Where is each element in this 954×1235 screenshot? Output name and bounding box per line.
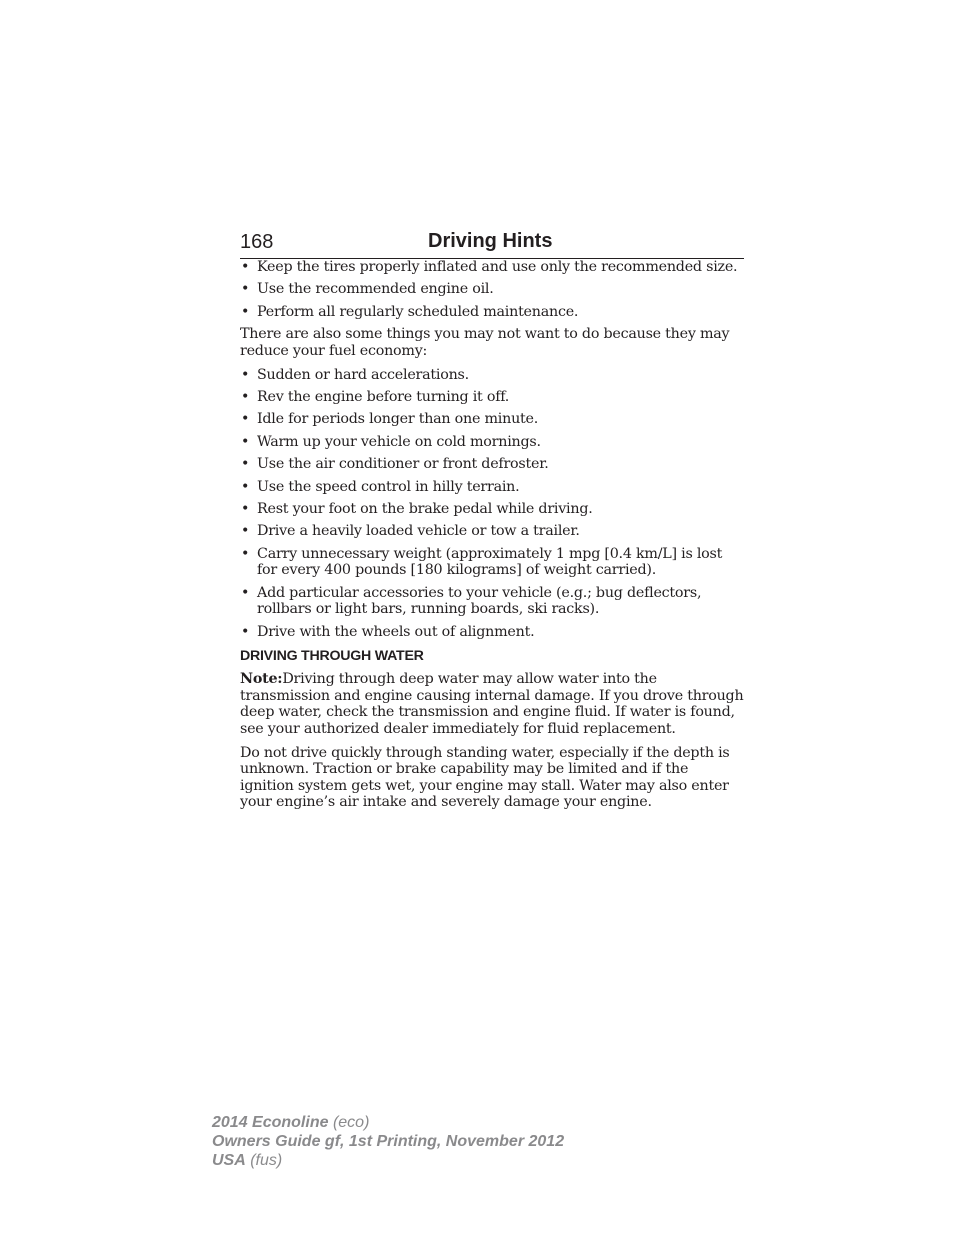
list-item — [240, 624, 744, 641]
list-item-text: Use the recommended engine oil. — [257, 281, 494, 298]
bullet-icon: • — [241, 281, 250, 298]
list-item-text: Drive with the wheels out of alignment. — [257, 623, 535, 640]
page-number: 168 — [240, 231, 274, 253]
list-item — [240, 367, 744, 384]
footer-model-name: 2014 Econoline — [212, 1114, 329, 1131]
bullet-icon: • — [241, 584, 250, 601]
list-item — [240, 456, 744, 473]
bullet-icon: • — [241, 411, 250, 428]
list-item-text: Carry unnecessary weight (approximately 1 mpg [0.4 km/L] is lost for every 400 pounds [180 kilograms] of weight carried). — [257, 545, 723, 579]
list-item — [240, 389, 744, 406]
footer-model-code: (eco) — [328, 1114, 370, 1131]
tips-list — [240, 259, 744, 320]
list-item — [240, 281, 744, 298]
list-item — [240, 304, 744, 321]
water-paragraph: Do not drive quickly through standing water, especially if the depth is unknown. Traction or brake capability may be limited and if the ignition system gets wet, your engine may stall. Water may also enter your engine’s air intake and severely damage your engine. — [240, 744, 730, 811]
note-label: Note: — [240, 671, 283, 688]
note-text: Driving through deep water may allow water into the transmission and engine causing internal damage. If you drove through deep water, check the transmission and engine fluid. If water is found, see your authorized dealer immediately for fluid replacement. — [240, 671, 744, 738]
list-item — [240, 523, 744, 540]
page-body — [240, 259, 744, 811]
bullet-icon: • — [241, 545, 250, 562]
footer-line-model — [212, 1113, 564, 1132]
section-title: Driving Hints — [428, 230, 553, 252]
list-item — [240, 434, 744, 451]
manual-page — [240, 228, 744, 818]
paragraph-things-to-avoid: There are also some things you may not want to do because they may reduce your fuel economy: — [240, 326, 730, 359]
bullet-icon: • — [241, 623, 250, 640]
list-item — [240, 501, 744, 518]
bullet-icon: • — [241, 303, 250, 320]
list-item-text: Use the air conditioner or front defroster. — [257, 456, 549, 473]
avoid-list — [240, 367, 744, 641]
list-item-text: Sudden or hard accelerations. — [257, 366, 469, 383]
list-item-text: Drive a heavily loaded vehicle or tow a trailer. — [257, 523, 580, 540]
list-item-text: Rest your foot on the brake pedal while driving. — [257, 500, 593, 517]
water-section-heading: DRIVING THROUGH WATER — [240, 648, 424, 665]
footer-line-region — [212, 1151, 564, 1170]
bullet-icon: • — [241, 366, 250, 383]
page-header — [240, 228, 744, 259]
list-item — [240, 411, 744, 428]
bullet-icon: • — [241, 388, 250, 405]
note-paragraph — [240, 671, 744, 737]
footer-region-name: USA — [212, 1152, 246, 1169]
bullet-icon: • — [241, 500, 250, 517]
bullet-icon: • — [241, 456, 250, 473]
list-item-text: Perform all regularly scheduled maintenance. — [257, 303, 579, 320]
list-item-text: Warm up your vehicle on cold mornings. — [257, 433, 541, 450]
list-item — [240, 479, 744, 496]
list-item-text: Idle for periods longer than one minute. — [257, 411, 539, 428]
list-item — [240, 546, 744, 579]
bullet-icon: • — [241, 478, 250, 495]
page-footer — [212, 1113, 564, 1170]
bullet-icon: • — [241, 259, 250, 275]
footer-line-printing: Owners Guide gf, 1st Printing, November 2012 — [212, 1133, 565, 1150]
list-item-text: Rev the engine before turning it off. — [257, 388, 510, 405]
list-item — [240, 585, 744, 618]
list-item-text: Add particular accessories to your vehicle (e.g.; bug deflectors, rollbars or light bars, running boards, ski racks). — [257, 584, 702, 618]
bullet-icon: • — [241, 523, 250, 540]
footer-region-code: (fus) — [245, 1152, 283, 1169]
list-item-text: Use the speed control in hilly terrain. — [257, 478, 520, 495]
list-item-text: Keep the tires properly inflated and use only the recommended size. — [257, 259, 738, 275]
bullet-icon: • — [241, 433, 250, 450]
list-item — [240, 259, 744, 276]
